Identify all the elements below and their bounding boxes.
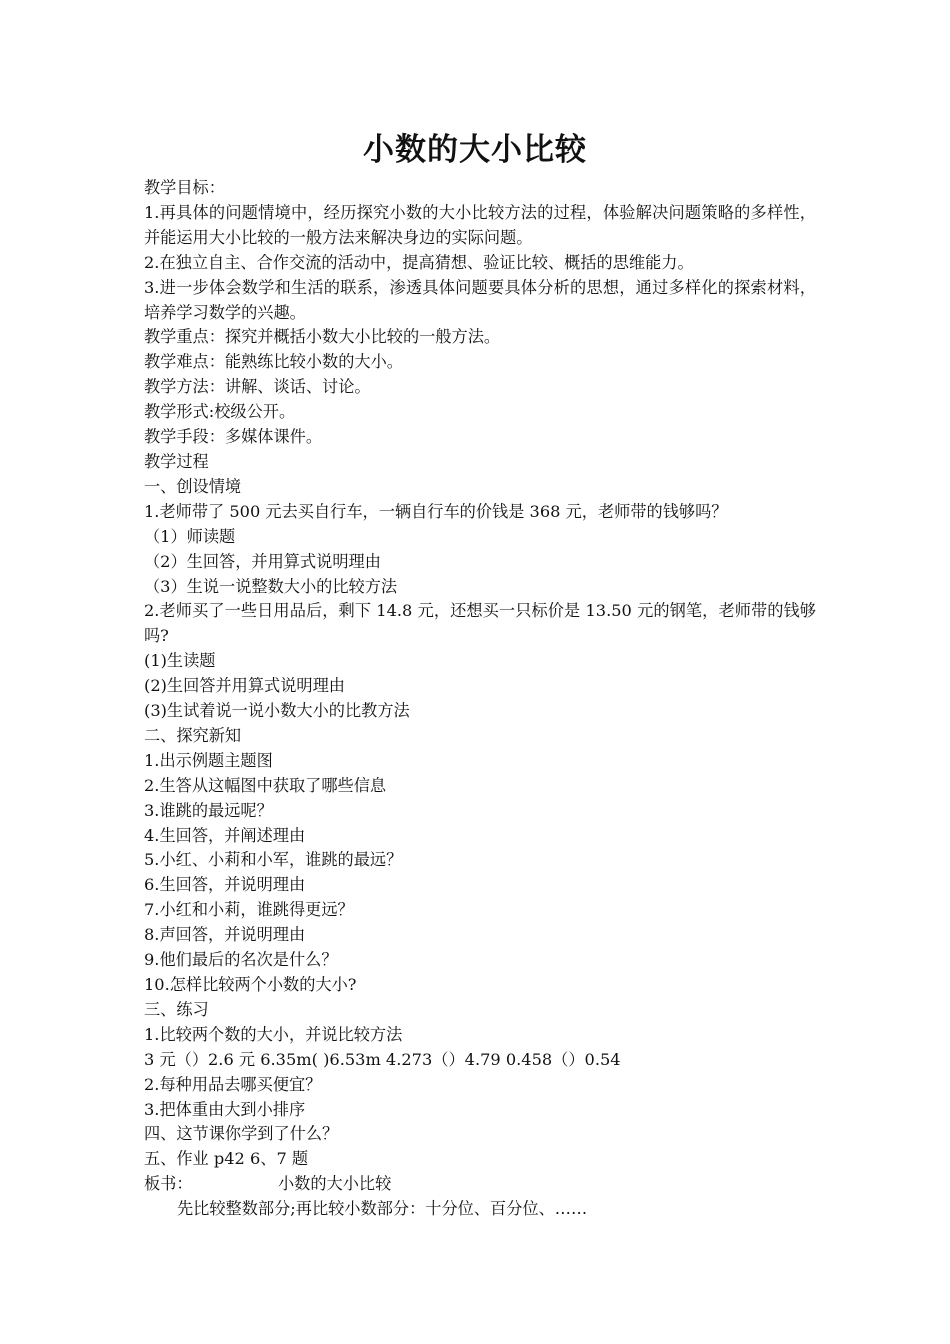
- text-line: 四、这节课你学到了什么？: [144, 1124, 339, 1144]
- text-line: (3)生试着说一说小数大小的比教方法: [144, 701, 410, 721]
- text-line: 1.再具体的问题情境中，经历探究小数的大小比较方法的过程，体验解决问题策略的多样性，并能运用大小比较的一般方法来解决身边的实际问题。: [144, 202, 816, 247]
- text-line: 五、作业 p42 6、7 题: [144, 1149, 309, 1169]
- lesson-plan-lines: [144, 176, 816, 1172]
- text-line: (2)生回答并用算式说明理由: [144, 676, 345, 696]
- text-line: 教学难点：能熟练比较小数的大小。: [144, 352, 403, 372]
- board-title: 小数的大小比较: [278, 1174, 392, 1194]
- text-line: 2.每种用品去哪买便宜？: [144, 1074, 322, 1094]
- text-line: 2.生答从这幅图中获取了哪些信息: [144, 775, 387, 795]
- document-title: 小数的大小比较: [363, 132, 587, 168]
- text-line: （1）师读题: [144, 526, 236, 546]
- text-line: 10.怎样比较两个小数的大小?: [144, 975, 357, 994]
- text-line: 教学目标：: [144, 178, 225, 197]
- text-line: 5.小红、小莉和小军，谁跳的最远？: [144, 850, 403, 870]
- text-line: 1.出示例题主题图: [144, 750, 273, 770]
- text-line: 1.比较两个数的大小，并说比较方法: [144, 1024, 403, 1044]
- text-line: 1.老师带了 500 元去买自行车，一辆自行车的价钱是 368 元，老师带的钱够吗？: [144, 501, 728, 521]
- text-line: 二、探究新知: [144, 725, 242, 745]
- board-label: 板书：: [144, 1174, 193, 1194]
- text-line: 4.生回答，并阐述理由: [144, 825, 306, 845]
- text-line: 2.老师买了一些日用品后，剩下 14.8 元，还想买一只标价是 13.50 元的钢笔，老师带的钱够吗?: [144, 601, 816, 646]
- text-line: （2）生回答，并用算式说明理由: [144, 551, 381, 571]
- text-line: （3）生说一说整数大小的比较方法: [144, 576, 398, 596]
- text-line: 一、创设情境: [144, 476, 242, 496]
- text-line: 教学手段：多媒体课件。: [144, 427, 323, 447]
- text-line: 9.他们最后的名次是什么？: [144, 950, 338, 970]
- text-line: 3.把体重由大到小排序: [144, 1099, 306, 1119]
- text-line: 教学过程: [144, 451, 209, 471]
- text-line: 3.进一步体会数学和生活的联系，渗透具体问题要具体分析的思想，通过多样化的探索材料，培养学习数学的兴趣。: [144, 277, 816, 322]
- text-line: (1)生读题: [144, 651, 216, 671]
- text-line: 7.小红和小莉，谁跳得更远？: [144, 900, 354, 920]
- board-heading-line: [144, 1172, 816, 1197]
- text-line: 6.生回答，并说明理由: [144, 875, 306, 895]
- text-line: 3.谁跳的最远呢？: [144, 800, 273, 820]
- document-body: [144, 176, 816, 1222]
- text-line: 教学方法：讲解、谈话、讨论。: [144, 377, 371, 397]
- text-line: 教学重点：探究并概括小数大小比较的一般方法。: [144, 327, 501, 347]
- board-content: 先比较整数部分;再比较小数部分：十分位、百分位、……: [177, 1199, 588, 1219]
- text-line: 3 元（）2.6 元 6.35m( )6.53m 4.273（）4.79 0.458（）0.54: [144, 1049, 621, 1069]
- text-line: 三、练习: [144, 999, 209, 1019]
- text-line: 8.声回答，并说明理由: [144, 925, 306, 945]
- text-line: 2.在独立自主、合作交流的活动中，提高猜想、验证比较、概括的思维能力。: [144, 252, 694, 272]
- text-line: 教学形式:校级公开。: [144, 402, 296, 422]
